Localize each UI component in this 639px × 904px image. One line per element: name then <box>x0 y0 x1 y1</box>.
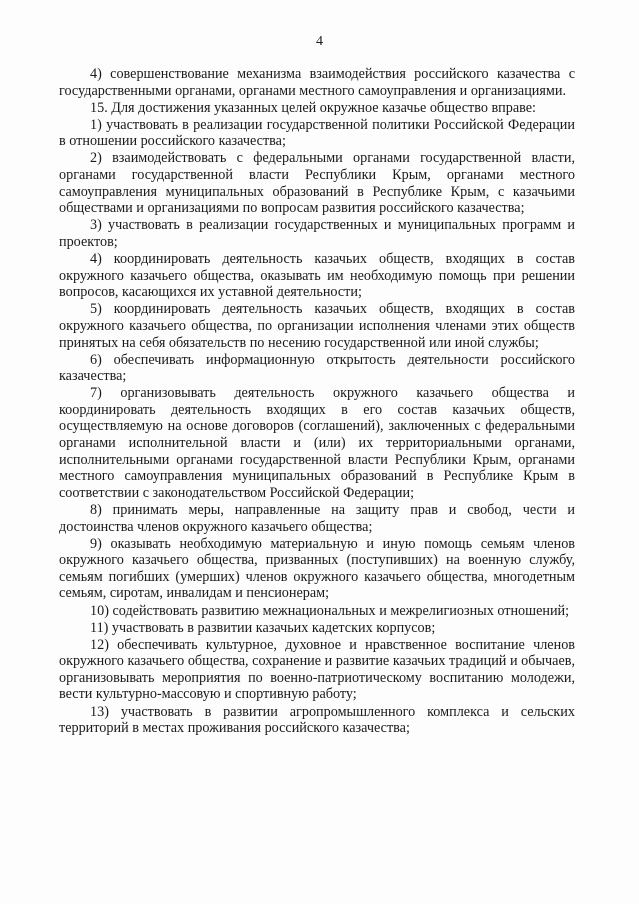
document-body <box>59 66 575 737</box>
paragraph: 12) обеспечивать культурное, духовное и нравственное воспитание членов окружного казачьего общества, сохранение и развитие казачьих традиций и обычаев, организовывать мероприятия по военно-патриотическому воспитанию молодежи, вести культурно-массовую и спортивную работу; <box>59 636 575 703</box>
paragraph: 8) принимать меры, направленные на защиту прав и свобод, чести и достоинства членов окружного казачьего общества; <box>59 501 575 535</box>
page-number: 4 <box>316 34 323 49</box>
paragraph: 13) участвовать в развитии агропромышленного комплекса и сельских территорий в местах проживания российского казачества; <box>59 703 575 737</box>
paragraph: 4) координировать деятельность казачьих обществ, входящих в состав окружного казачьего общества, оказывать им необходимую помощь при решении вопросов, касающихся их уставной деятельности; <box>59 251 575 301</box>
paragraph: 9) оказывать необходимую материальную и иную помощь семьям членов окружного казачьего общества, призванных (поступивших) на военную службу, семьям погибших (умерших) членов окружного казачьего общества, многодетным семьям, сиротам, инвалидам и пенсионерам; <box>59 535 575 602</box>
paragraph: 1) участвовать в реализации государственной политики Российской Федерации в отношении российского казачества; <box>59 116 575 150</box>
paragraph: 7) организовывать деятельность окружного казачьего общества и координировать деятельность входящих в его состав казачьих обществ, осуществляемую на основе договоров (соглашений), заключенных с федеральными органами исполнительной власти и (или) их территориальными органами, исполнительными органами государственной власти Республики Крым, органами местного самоуправления муниципальных образований в Республике Крым в соответствии с законодательством Российской Федерации; <box>59 385 575 501</box>
paragraph: 10) содействовать развитию межнациональных и межрелигиозных отношений; <box>90 602 570 619</box>
paragraph: 4) совершенствование механизма взаимодействия российского казачества с государственными органами, органами местного самоуправления и организациями. <box>59 66 575 99</box>
paragraph: 2) взаимодействовать с федеральными органами государственной власти, органами государственной власти Республики Крым, органами местного самоуправления муниципальных образований в Республике Крым, с казачьими обществами и организациями по вопросам развития российского казачества; <box>59 150 575 217</box>
paragraph: 3) участвовать в реализации государственных и муниципальных программ и проектов; <box>59 217 575 250</box>
paragraph: 15. Для достижения указанных целей окружное казачье общество вправе: <box>90 99 536 116</box>
paragraph: 5) координировать деятельность казачьих обществ, входящих в состав окружного казачьего общества, по организации исполнения членами этих обществ принятых на себя обязательств по несению государственной или иной службы; <box>59 301 575 351</box>
paragraph: 6) обеспечивать информационную открытость деятельности российского казачества; <box>59 351 575 385</box>
paragraph: 11) участвовать в развитии казачьих кадетских корпусов; <box>90 619 436 636</box>
